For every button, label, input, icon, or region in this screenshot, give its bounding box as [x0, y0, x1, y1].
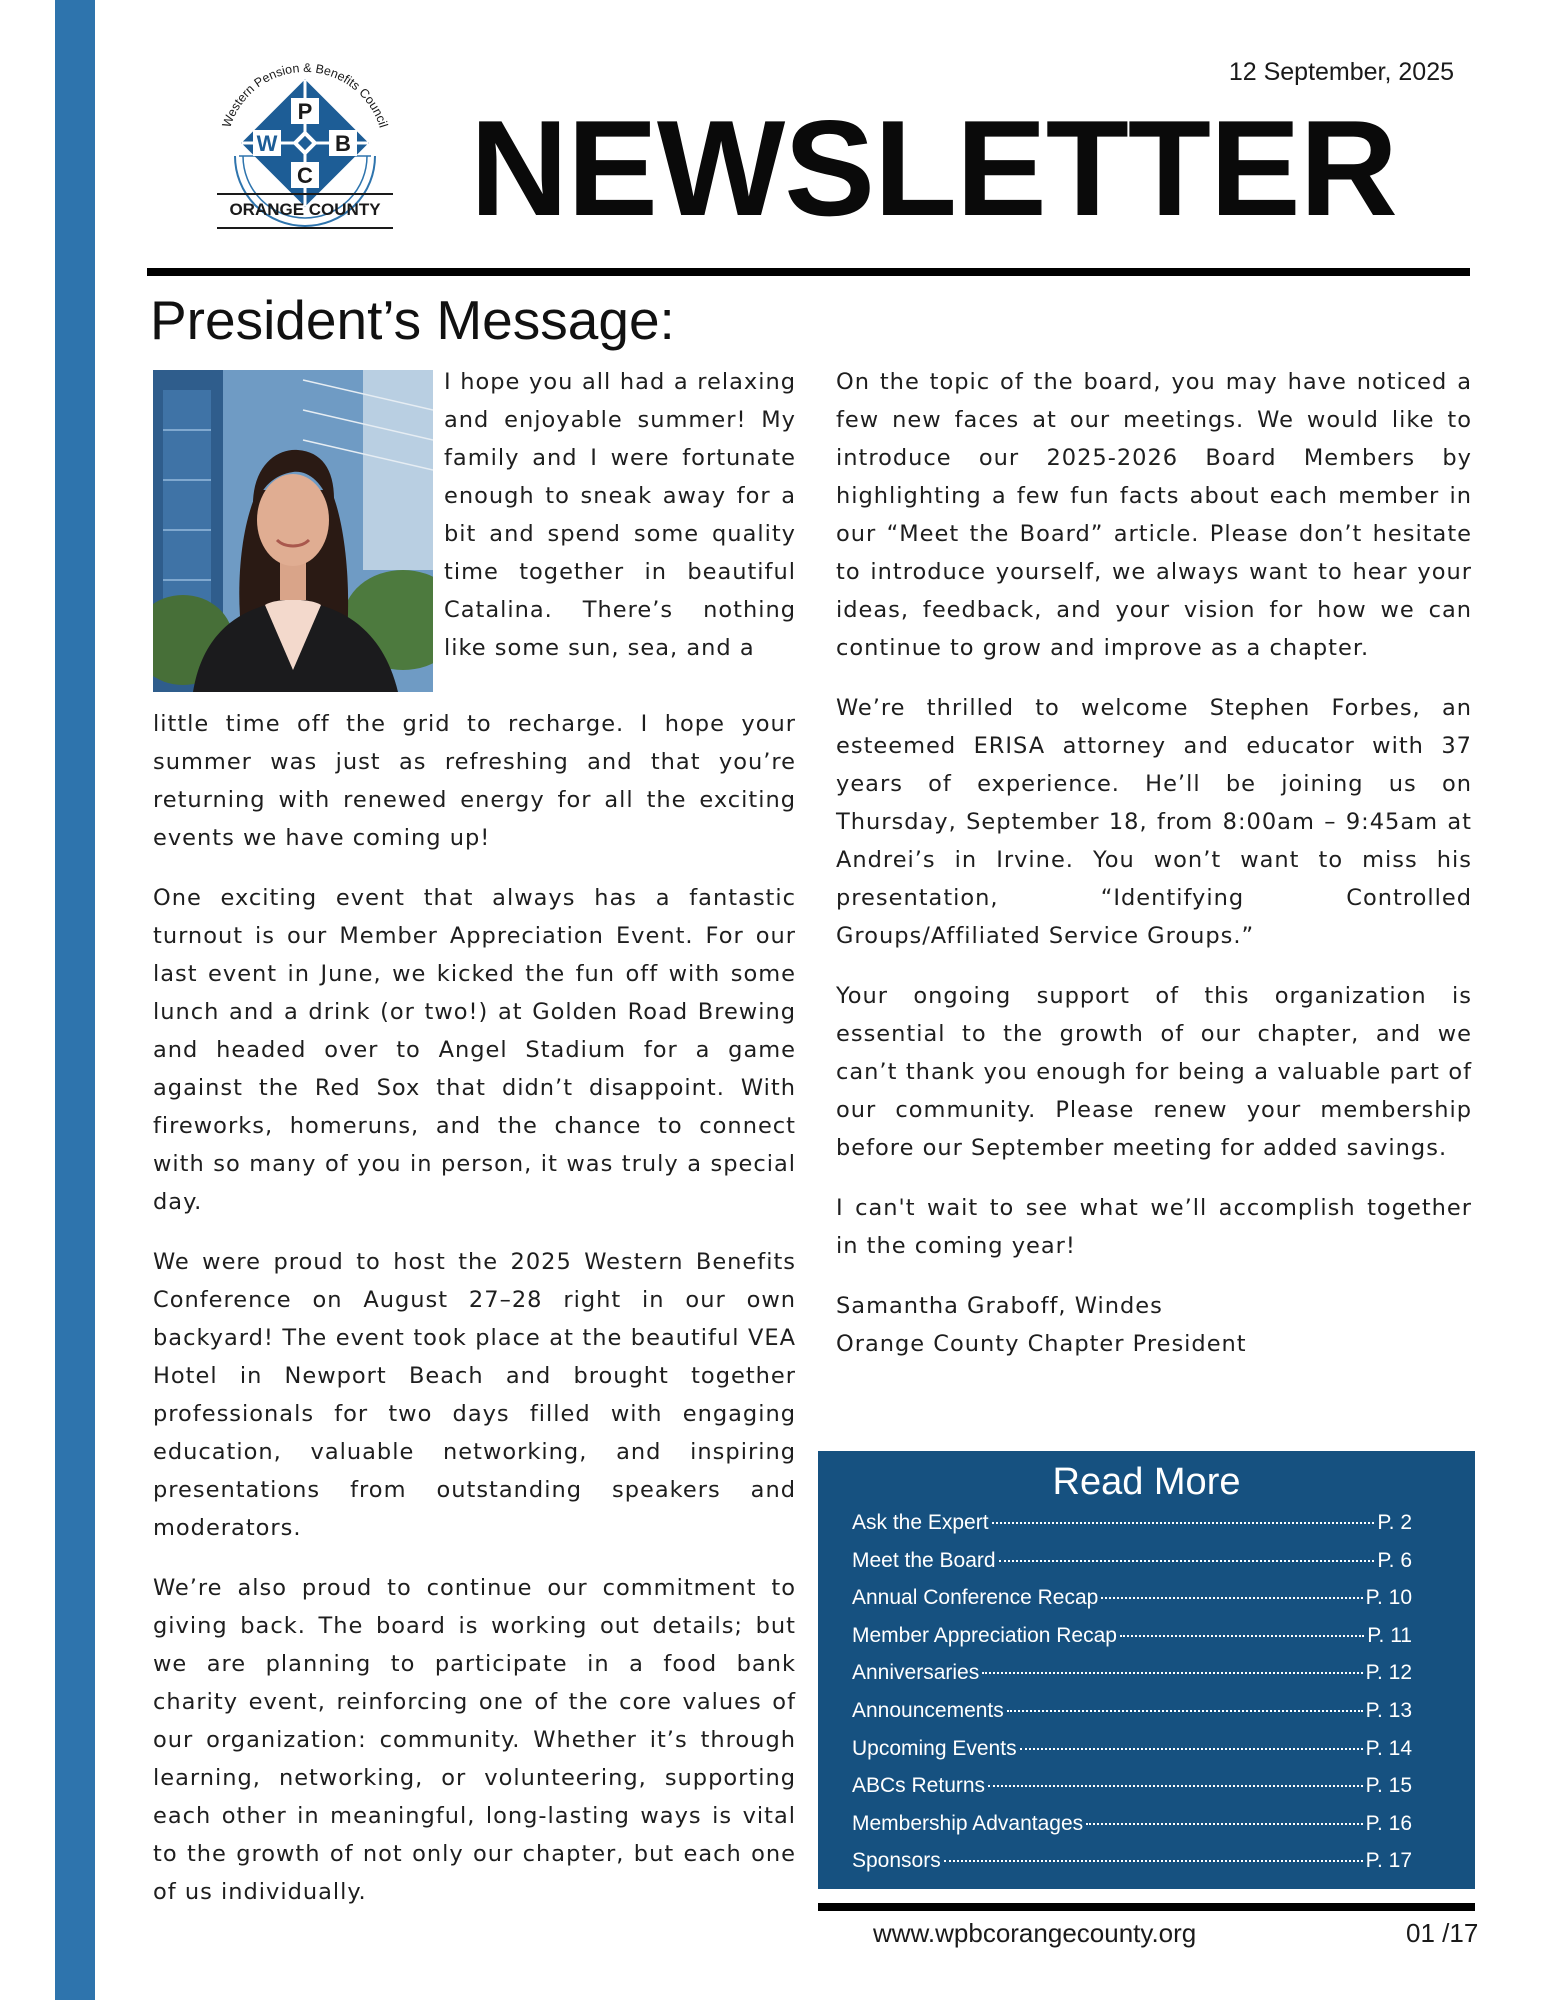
conference-paragraph: We were proud to host the 2025 Western Benefits Conference on August 27–28 right in our own backyard! The event took place at the beautiful VEA Hotel in Newport Beach and brought together professionals for two days filled with engaging education, valuable networking, and inspiring presentations from outstanding speakers and moderators.: [153, 1249, 796, 1541]
toc-page: P. 14: [1365, 1736, 1412, 1760]
toc-leader: [1101, 1597, 1362, 1599]
page-number: 01 /17: [1406, 1918, 1479, 1948]
toc-leader: [992, 1522, 1375, 1524]
intro-column: [444, 363, 796, 667]
right-column: [836, 363, 1472, 1363]
toc-item-upcoming-events[interactable]: [852, 1737, 1412, 1775]
toc-page: P. 11: [1367, 1623, 1412, 1647]
toc-page: P. 6: [1377, 1548, 1412, 1572]
signature-name: Samantha Graboff, Windes: [836, 1293, 1163, 1319]
website-link[interactable]: www.wpbcorangecounty.org: [873, 1918, 1197, 1948]
toc-label: ABCs Returns: [852, 1774, 986, 1798]
left-accent-bar: [55, 0, 95, 2000]
member-appreciation-paragraph: One exciting event that always has a fantastic turnout is our Member Appreciation Event. For our last event in June, we kicked the fun off with some lunch and a drink (or two!) at Golden Road Brewing and headed over to Angel Stadium for a game against the Red Sox that didn’t disappoint. With fireworks, homeruns, and the chance to connect with so many of you in person, it was truly a special day.: [153, 885, 796, 1215]
intro-paragraph: I hope you all had a relaxing and enjoyable summer! My family and I were fortunate enough to sneak away for a bit and spend some quality time together in beautiful Catalina. There’s nothing like some sun, sea, and a: [444, 369, 796, 661]
toc-item-ask-the-expert[interactable]: [852, 1511, 1412, 1549]
toc-leader: [944, 1860, 1363, 1862]
signature-title: Orange County Chapter President: [836, 1331, 1247, 1357]
giving-back-paragraph: We’re also proud to continue our commitment to giving back. The board is working out details; but we are planning to participate in a food bank charity event, reinforcing one of the core values of our organization: community. Whether it’s through learning, networking, or volunteering, supporting each other in meaningful, long-lasting ways is vital to the growth of not only our chapter, but each one of us individually.: [153, 1575, 796, 1905]
toc-label: Annual Conference Recap: [852, 1586, 1099, 1610]
intro-continued-paragraph: little time off the grid to recharge. I hope your summer was just as refreshing and that you’re returning with renewed energy for all the exciting events we have coming up!: [153, 711, 796, 851]
footer-divider: [818, 1903, 1475, 1911]
speaker-paragraph: We’re thrilled to welcome Stephen Forbes, an esteemed ERISA attorney and educator with 37 years of experience. He’ll be joining us on Thursday, September 18, from 8:00am – 9:45am at Andrei’s in Irvine. You won’t want to miss his presentation, “Identifying Controlled Groups/Affiliated Service Groups.”: [836, 695, 1472, 949]
toc-page: P. 16: [1365, 1811, 1412, 1835]
issue-date: 12 September, 2025: [1228, 58, 1454, 86]
logo-letter-p: P: [297, 99, 313, 124]
logo-letter-w: W: [256, 131, 278, 156]
toc-item-meet-the-board[interactable]: [852, 1549, 1412, 1587]
left-column: [153, 705, 796, 1911]
logo-caption: ORANGE COUNTY: [229, 200, 381, 219]
toc-leader: [1120, 1635, 1364, 1637]
newsletter-title: NEWSLETTER: [470, 92, 1397, 244]
toc-page: P. 13: [1365, 1698, 1412, 1722]
toc-label: Ask the Expert: [852, 1511, 989, 1534]
read-more-box: [818, 1451, 1475, 1889]
toc-page: P. 15: [1365, 1774, 1412, 1798]
header-divider: [147, 268, 1470, 276]
toc-item-member-appreciation-recap[interactable]: [852, 1624, 1412, 1662]
president-photo: [153, 370, 433, 692]
toc-leader: [988, 1785, 1363, 1787]
toc-label: Announcements: [852, 1698, 1004, 1722]
logo-arc-text: Western Pension & Benefits Council: [219, 60, 391, 130]
toc-item-sponsors[interactable]: [852, 1849, 1412, 1887]
toc-label: Sponsors: [852, 1849, 941, 1873]
wpbc-logo: [205, 38, 405, 243]
board-paragraph: On the topic of the board, you may have noticed a few new faces at our meetings. We would like to introduce our 2025-2026 Board Members by highlighting a few fun facts about each member in our “Meet the Board” article. Please don’t hesitate to introduce yourself, we always want to hear your ideas, feedback, and your vision for how we can continue to grow and improve as a chapter.: [836, 369, 1472, 661]
toc-item-announcements[interactable]: [852, 1699, 1412, 1737]
toc-leader: [1020, 1748, 1363, 1750]
toc-page: P. 2: [1377, 1511, 1412, 1534]
closing-paragraph: I can't wait to see what we’ll accomplish together in the coming year!: [836, 1195, 1472, 1259]
toc-item-abcs-returns[interactable]: [852, 1774, 1412, 1812]
toc-leader: [1086, 1823, 1363, 1825]
toc-item-annual-conference-recap[interactable]: [852, 1586, 1412, 1624]
toc-label: Upcoming Events: [852, 1736, 1017, 1760]
toc-leader: [999, 1560, 1375, 1562]
toc-page: P. 10: [1365, 1586, 1412, 1610]
toc-leader: [982, 1672, 1362, 1674]
toc-item-anniversaries[interactable]: [852, 1661, 1412, 1699]
portrait-image: [153, 370, 433, 692]
toc-label: Membership Advantages: [852, 1811, 1084, 1835]
table-of-contents: [852, 1511, 1412, 1887]
toc-page: P. 17: [1365, 1849, 1412, 1873]
toc-page: P. 12: [1365, 1661, 1412, 1685]
read-more-title: Read More: [1052, 1461, 1241, 1503]
toc-leader: [1007, 1710, 1363, 1712]
toc-label: Member Appreciation Recap: [852, 1623, 1117, 1647]
logo-letter-b: B: [335, 131, 351, 156]
toc-label: Meet the Board: [852, 1548, 996, 1572]
membership-paragraph: Your ongoing support of this organization is essential to the growth of our chapter, and we can’t thank you enough for being a valuable part of our community. Please renew your membership before our September meeting for added savings.: [836, 983, 1472, 1161]
section-heading: President’s Message:: [150, 289, 675, 351]
logo-letter-c: C: [297, 163, 313, 188]
toc-label: Anniversaries: [852, 1661, 980, 1685]
toc-item-membership-advantages[interactable]: [852, 1812, 1412, 1850]
